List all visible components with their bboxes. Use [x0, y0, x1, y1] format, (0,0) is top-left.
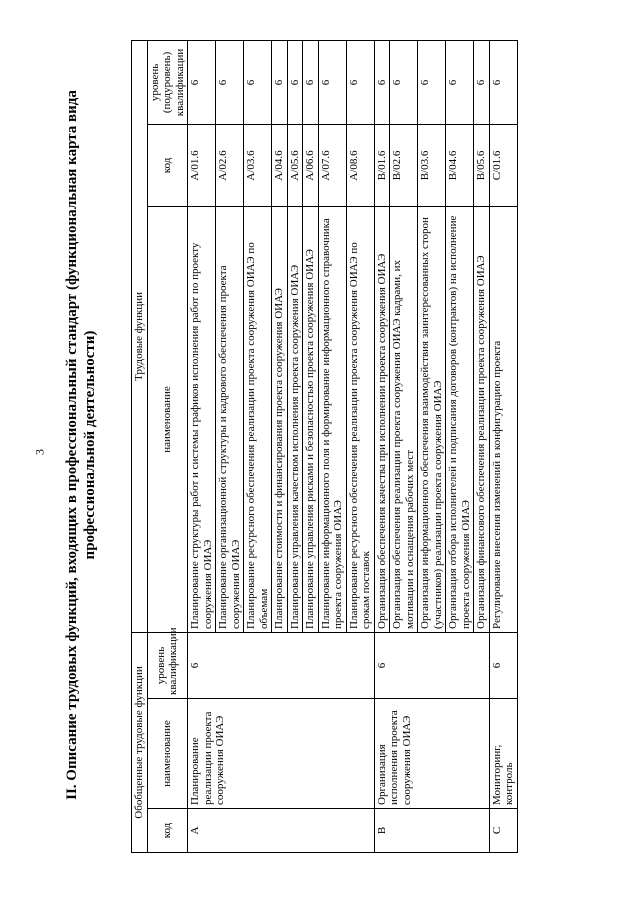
function-code: A/06.6	[303, 124, 319, 206]
function-level: 6	[474, 40, 490, 124]
function-name: Организация финансового обеспечения реализации проекта сооружения ОИАЭ	[474, 206, 490, 632]
group-name: Планирование реализации проекта сооружения ОИАЭ	[188, 699, 375, 809]
function-code: A/01.6	[188, 124, 216, 206]
function-name: Регулирование внесения изменений в конфигурацию проекта	[489, 206, 517, 632]
function-code: B/01.6	[374, 124, 390, 206]
header-labor: Трудовые функции	[132, 40, 148, 632]
table-row	[374, 40, 390, 852]
header-function-name: наименование	[147, 206, 188, 632]
section-title-line1: II. Описание трудовых функций, входящих в профессиональный стандарт (функциональная карта вида	[64, 90, 80, 800]
function-level: 6	[244, 40, 272, 124]
function-code: C/01.6	[489, 124, 517, 206]
function-level: 6	[446, 40, 474, 124]
function-code: A/02.6	[216, 124, 244, 206]
functional-map-table	[131, 40, 518, 853]
function-level: 6	[188, 40, 216, 124]
function-level: 6	[303, 40, 319, 124]
header-sublevel: уровень (подуровень) квалификации	[147, 40, 188, 124]
section-title-line2: профессиональной деятельности)	[82, 330, 98, 560]
header-name: наименование	[147, 699, 188, 809]
group-name: Мониторинг, контроль	[489, 699, 517, 809]
function-code: A/07.6	[318, 124, 346, 206]
function-name: Планирование управления рисками и безопасностью проекта сооружения ОИАЭ	[303, 206, 319, 632]
function-code: B/04.6	[446, 124, 474, 206]
function-code: A/03.6	[244, 124, 272, 206]
function-code: A/08.6	[346, 124, 374, 206]
table-row	[188, 40, 216, 852]
function-code: B/05.6	[474, 124, 490, 206]
group-code: A	[188, 809, 375, 853]
function-name: Планирование организационной структуры и кадрового обеспечения проекта сооружения ОИАЭ	[216, 206, 244, 632]
header-level: уровень квалификации	[147, 632, 188, 698]
function-code: A/04.6	[272, 124, 288, 206]
function-name: Планирование ресурсного обеспечения реализации проекта сооружения ОИАЭ по объемам	[244, 206, 272, 632]
function-level: 6	[346, 40, 374, 124]
function-name: Организация отбора исполнителей и подписания договоров (контрактов) на исполнение проекта сооружения ОИАЭ	[446, 206, 474, 632]
function-level: 6	[272, 40, 288, 124]
function-level: 6	[318, 40, 346, 124]
function-level: 6	[390, 40, 418, 124]
group-code: B	[374, 809, 489, 853]
function-name: Организация информационного обеспечения взаимодействия заинтересованных сторон (участников) реализации проекта сооружения ОИАЭ	[418, 206, 446, 632]
function-name: Планирование стоимости и финансирования проекта сооружения ОИАЭ	[272, 206, 288, 632]
function-level: 6	[489, 40, 517, 124]
function-level: 6	[287, 40, 303, 124]
function-name: Планирование ресурсного обеспечения реализации проекта сооружения ОИАЭ по срокам поставок	[346, 206, 374, 632]
function-name: Планирование информационного поля и формирование информационного справочника проекта сооружения ОИАЭ	[318, 206, 346, 632]
function-code: B/03.6	[418, 124, 446, 206]
function-name: Планирование управления качеством исполнения проекта сооружения ОИАЭ	[287, 206, 303, 632]
function-name: Планирование структуры работ и системы графиков исполнения работ по проекту сооружения ОИАЭ	[188, 206, 216, 632]
table-body	[188, 40, 518, 852]
table-row	[489, 40, 517, 852]
header-generalized: Обобщенные трудовые функции	[132, 632, 148, 852]
group-name: Организация исполнения проекта сооружения ОИАЭ	[374, 699, 489, 809]
function-code: A/05.6	[287, 124, 303, 206]
group-level: 6	[374, 632, 489, 698]
group-level: 6	[489, 632, 517, 698]
function-level: 6	[374, 40, 390, 124]
header-function-code: код	[147, 124, 188, 206]
function-code: B/02.6	[390, 124, 418, 206]
group-code: C	[489, 809, 517, 853]
function-name: Организация обеспечения реализации проекта сооружения ОИАЭ кадрами, их мотивации и оснащения рабочих мест	[390, 206, 418, 632]
function-name: Организация обеспечения качества при исполнении проекта сооружения ОИАЭ	[374, 206, 390, 632]
page-number: 3	[32, 449, 47, 455]
header-code: код	[147, 809, 188, 853]
function-level: 6	[418, 40, 446, 124]
group-level: 6	[188, 632, 375, 698]
function-level: 6	[216, 40, 244, 124]
